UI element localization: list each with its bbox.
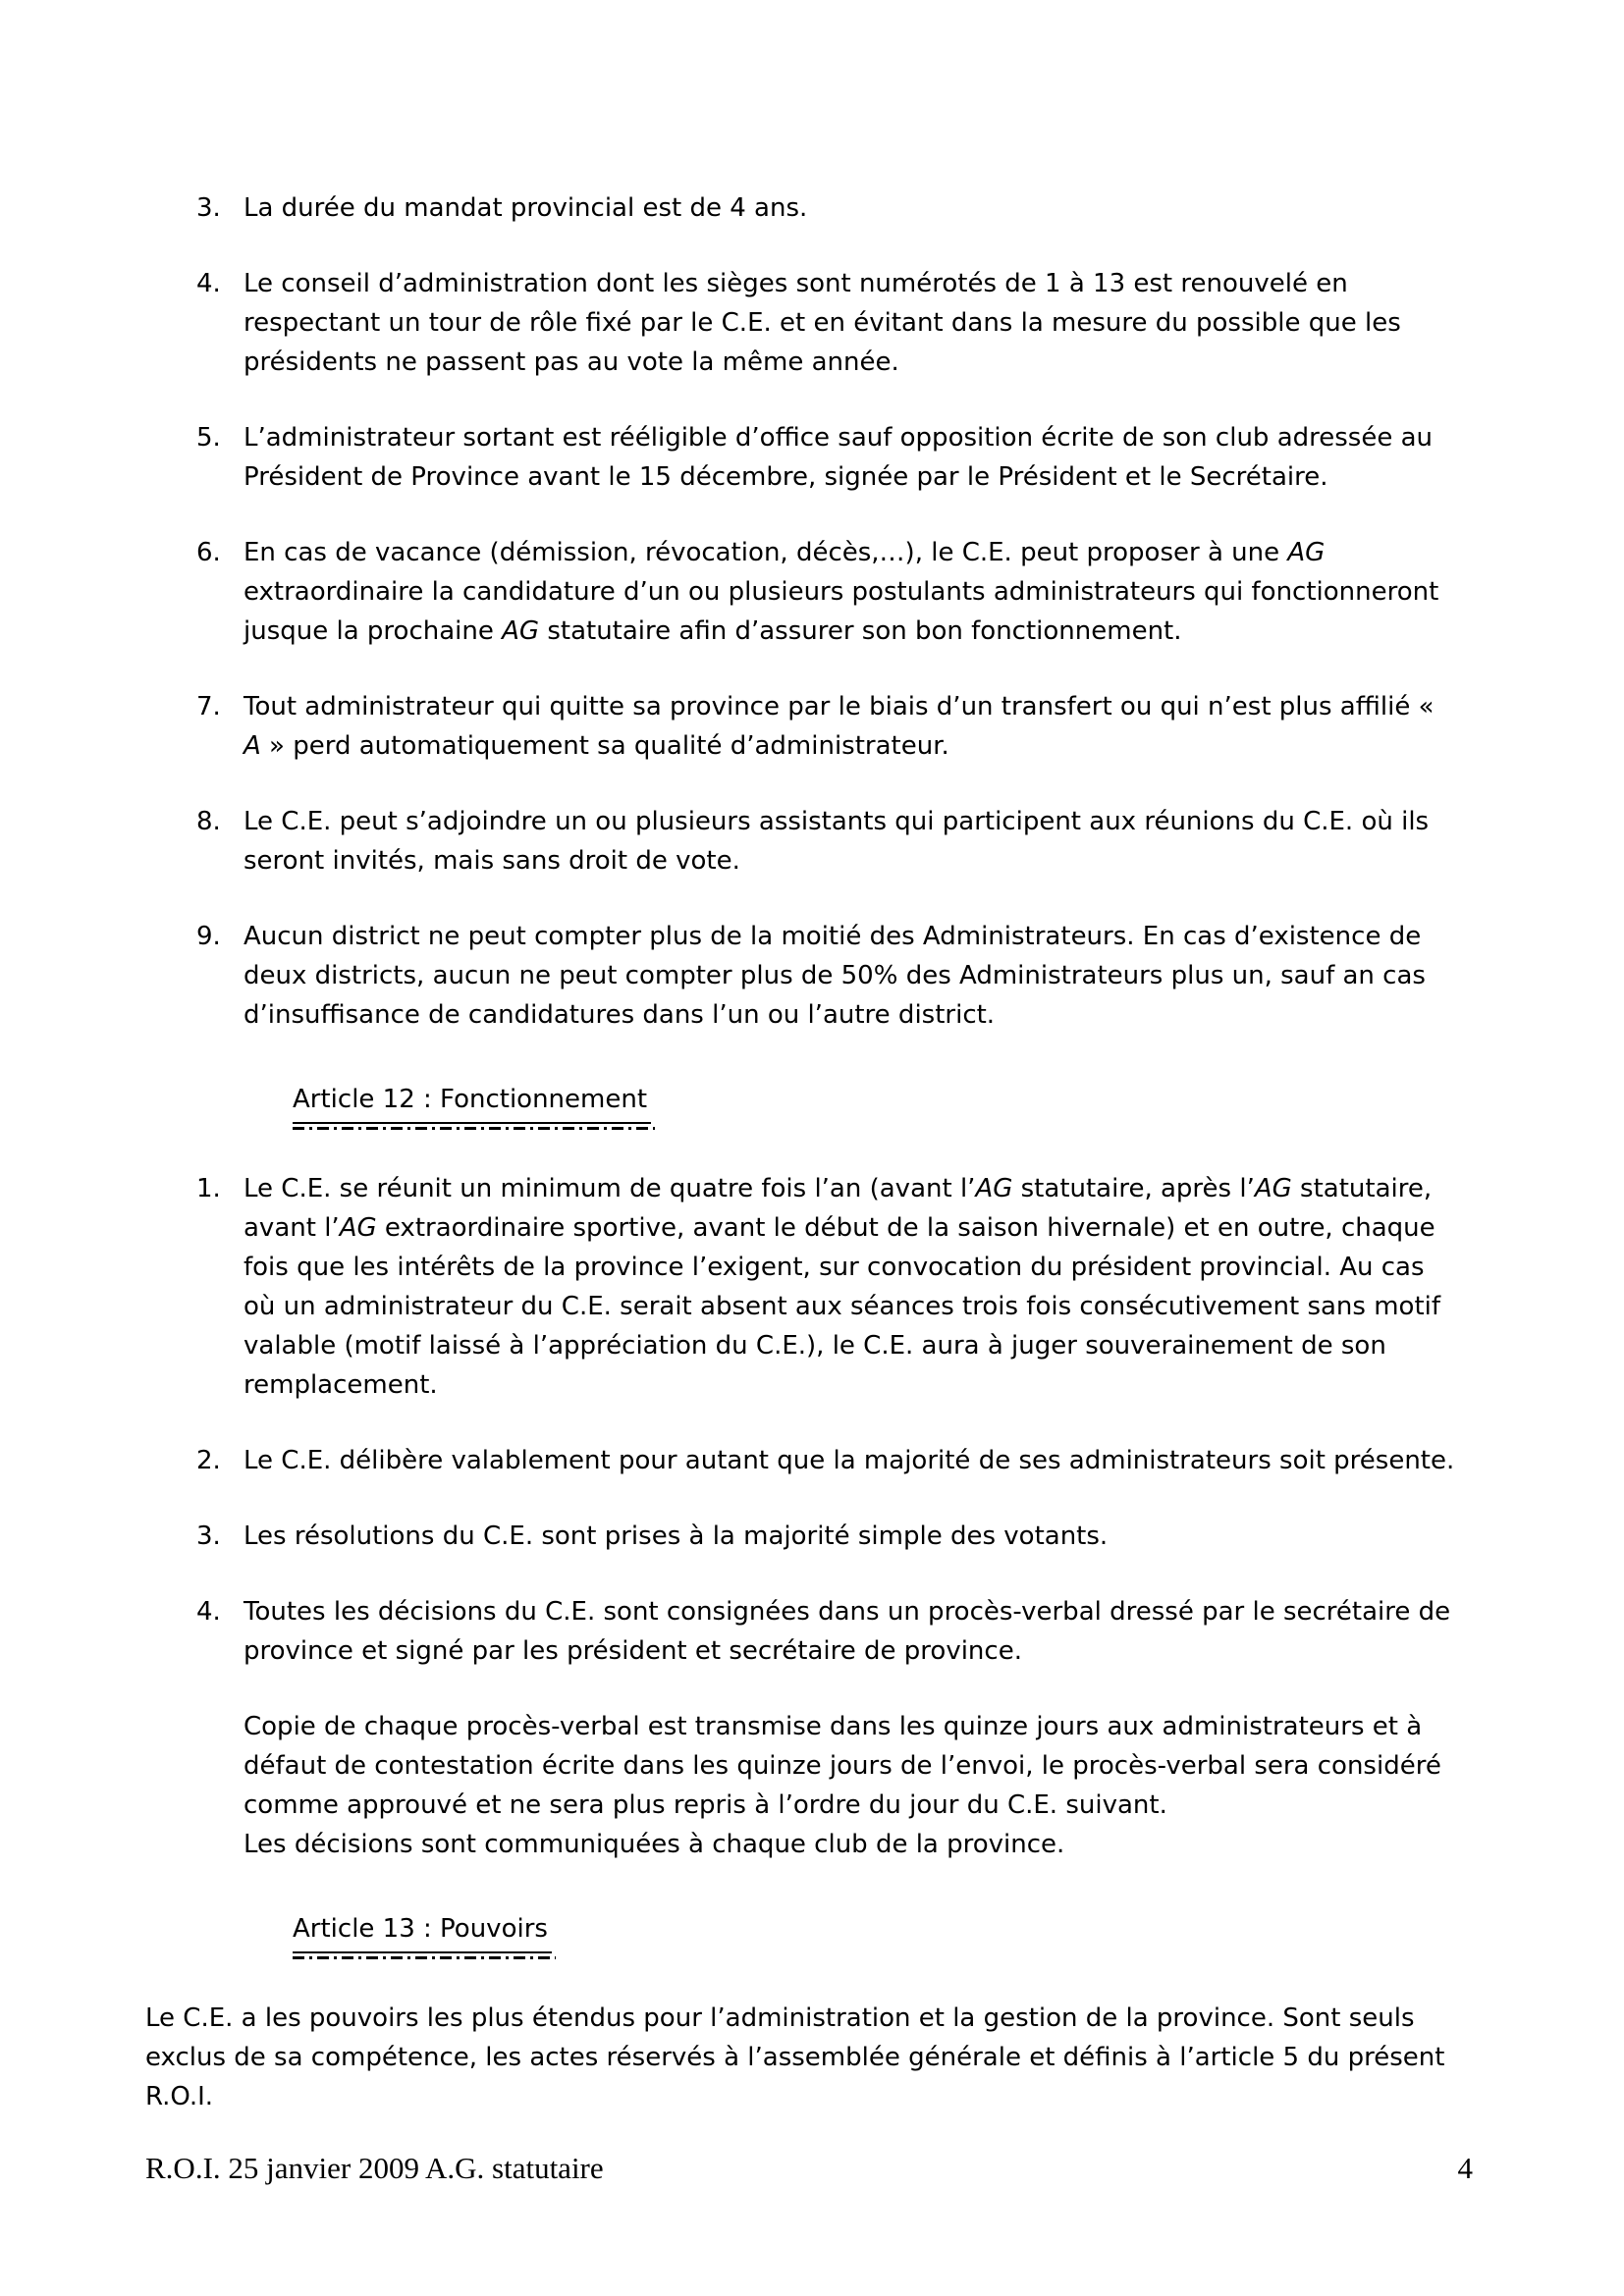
list-item-text — [244, 802, 1457, 881]
list-item — [196, 533, 1457, 651]
list-item-text — [244, 188, 1457, 228]
text-segment: En cas de vacance (démission, révocation, décès,…), le C.E. peut proposer à une — [244, 538, 1288, 567]
list-item — [196, 1169, 1457, 1405]
italic-text-segment: AG — [339, 1213, 377, 1243]
list-item-number: 7. — [196, 692, 221, 721]
numbered-list-fonctionnement — [196, 1169, 1457, 1671]
list-item — [196, 1517, 1457, 1556]
text-segment: extraordinaire sportive, avant le début de la saison hivernale) et en outre, chaque fois que les intérêts de la province l’exigent, sur convocation du président provincial. Au cas où un administrateur du C.E. serait absent aux séances trois fois consécutivement sans motif valable (motif laissé à l’appréciation du C.E.), le C.E. aura à juger souverainement de son remplacement. — [244, 1213, 1441, 1400]
proces-verbal-copy-paragraph — [244, 1707, 1457, 1864]
list-item — [196, 1592, 1457, 1671]
list-item — [196, 188, 1457, 228]
text-segment: Les décisions sont communiquées à chaque club de la province. — [244, 1830, 1065, 1859]
list-item-number: 3. — [196, 1522, 221, 1551]
list-item-text — [244, 1169, 1457, 1405]
list-item-text — [244, 418, 1457, 497]
footer-page-number: 4 — [1457, 2151, 1473, 2185]
list-item-text — [244, 917, 1457, 1035]
list-item-text — [244, 1441, 1457, 1480]
page-footer — [145, 2150, 1473, 2187]
text-segment: Les résolutions du C.E. sont prises à la majorité simple des votants. — [244, 1522, 1109, 1551]
list-item-text — [244, 1592, 1457, 1671]
paragraph-line — [244, 1707, 1457, 1825]
list-item — [196, 917, 1457, 1035]
numbered-list-administration — [196, 188, 1457, 1035]
list-item-number: 8. — [196, 807, 221, 836]
list-item-number: 9. — [196, 922, 221, 951]
text-segment: L’administrateur sortant est rééligible d’office sauf opposition écrite de son club adressée au Président de Province avant le 15 décembre, signée par le Président et le Secrétaire. — [244, 423, 1434, 492]
pouvoirs-paragraph — [145, 1999, 1457, 2116]
list-item-text — [244, 264, 1457, 382]
list-item-text — [244, 533, 1457, 651]
text-segment: Le C.E. se réunit un minimum de quatre fois l’an (avant l’ — [244, 1174, 976, 1203]
list-item — [196, 264, 1457, 382]
footer-document-title: R.O.I. 25 janvier 2009 A.G. statutaire — [145, 2151, 604, 2185]
list-item — [196, 802, 1457, 881]
italic-text-segment: AG — [1287, 538, 1326, 567]
text-segment: Aucun district ne peut compter plus de la moitié des Administrateurs. En cas d’existence de deux districts, aucun ne peut compter plus de 50% des Administrateurs plus un, sauf an cas d’insuffisance de candidatures dans l’un ou l’autre district. — [244, 922, 1426, 1030]
text-segment: statutaire, après l’ — [1012, 1174, 1255, 1203]
paragraph-line — [244, 1825, 1457, 1864]
text-segment: Copie de chaque procès-verbal est transmise dans les quinze jours aux administrateurs et à défaut de contestation écrite dans les quinze jours de l’envoi, le procès-verbal sera considéré comme approuvé et ne sera plus repris à l’ordre du jour du C.E. suivant. — [244, 1712, 1441, 1820]
article-13-heading-text: Article 13 : Pouvoirs — [293, 1909, 552, 1953]
article-12-heading — [293, 1080, 1457, 1124]
list-item — [196, 1441, 1457, 1480]
article-12-heading-text: Article 12 : Fonctionnement — [293, 1080, 651, 1124]
list-item-number: 2. — [196, 1446, 221, 1475]
list-item-number: 4. — [196, 269, 221, 298]
italic-text-segment: AG — [502, 616, 540, 646]
list-item-number: 4. — [196, 1597, 221, 1627]
list-item-text — [244, 687, 1457, 766]
text-segment: Toutes les décisions du C.E. sont consignées dans un procès-verbal dressé par le secrétaire de province et signé par les président et secrétaire de province. — [244, 1597, 1451, 1666]
text-segment: Le C.E. délibère valablement pour autant que la majorité de ses administrateurs soit présente. — [244, 1446, 1455, 1475]
list-item-number: 5. — [196, 423, 221, 453]
list-item — [196, 418, 1457, 497]
list-item-number: 6. — [196, 538, 221, 567]
italic-text-segment: AG — [975, 1174, 1013, 1203]
list-item-text — [244, 1517, 1457, 1556]
text-segment: Le C.E. peut s’adjoindre un ou plusieurs assistants qui participent aux réunions du C.E. où ils seront invités, mais sans droit de vote. — [244, 807, 1430, 876]
text-segment: statutaire, avant l’ — [244, 1174, 1433, 1243]
text-segment: statutaire afin d’assurer son bon fonctionnement. — [539, 616, 1182, 646]
text-segment: extraordinaire la candidature d’un ou plusieurs postulants administrateurs qui fonctionneront jusque la prochaine — [244, 577, 1439, 646]
text-segment: » perd automatiquement sa qualité d’administrateur. — [260, 731, 949, 761]
text-segment: Tout administrateur qui quitte sa province par le biais d’un transfert ou qui n’est plus affilié « — [244, 692, 1435, 721]
list-item — [196, 687, 1457, 766]
article-13-heading — [293, 1909, 1457, 1953]
italic-text-segment: AG — [1254, 1174, 1292, 1203]
text-segment: Le conseil d’administration dont les sièges sont numérotés de 1 à 13 est renouvelé en respectant un tour de rôle fixé par le C.E. et en évitant dans la mesure du possible que les présidents ne passent pas au vote la même année. — [244, 269, 1401, 377]
italic-text-segment: A — [244, 731, 261, 761]
page-body — [145, 188, 1457, 2116]
list-item-number: 3. — [196, 193, 221, 223]
text-segment: La durée du mandat provincial est de 4 ans. — [244, 193, 808, 223]
text-segment: Le C.E. a les pouvoirs les plus étendus pour l’administration et la gestion de la province. Sont seuls exclus de sa compétence, les actes réservés à l’assemblée générale et définis à l’article 5 du présent R.O.I. — [145, 2003, 1445, 2111]
list-item-number: 1. — [196, 1174, 221, 1203]
